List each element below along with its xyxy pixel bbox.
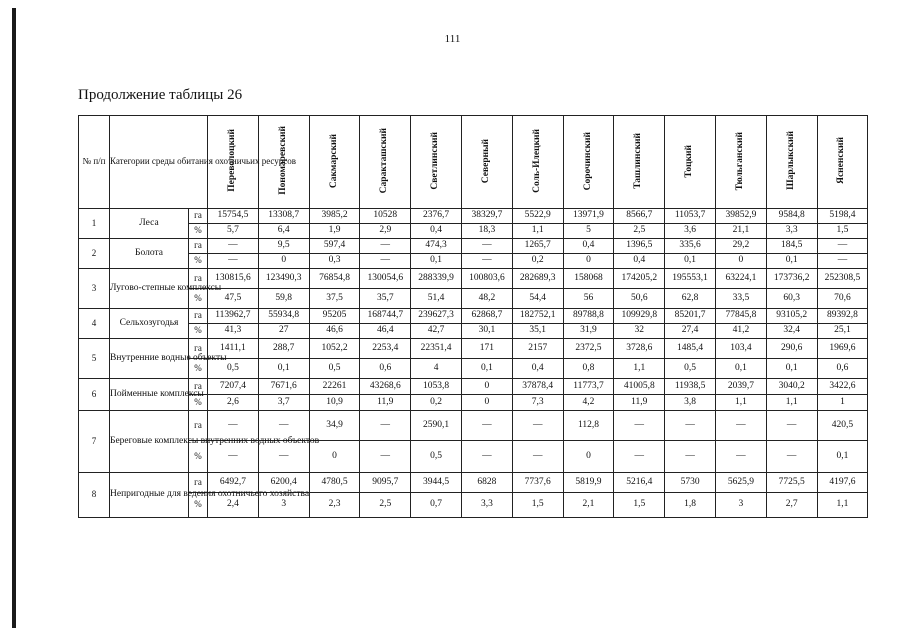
value-cell: 0,4 [614, 254, 665, 269]
value-cell: 37878,4 [512, 379, 563, 395]
value-cell: 184,5 [766, 239, 817, 254]
row-category: Береговые комплексы внутренних водных объектов [110, 411, 189, 473]
value-cell: 5,7 [208, 224, 259, 239]
value-cell: — [817, 254, 868, 269]
value-cell: 59,8 [258, 289, 309, 309]
value-cell: 0 [309, 441, 360, 473]
value-cell: — [360, 239, 411, 254]
table-row [79, 254, 868, 269]
table-row [79, 269, 868, 289]
value-cell: 100803,6 [462, 269, 513, 289]
value-cell: 0,4 [512, 359, 563, 379]
value-cell: 113962,7 [208, 309, 259, 324]
value-cell: — [665, 441, 716, 473]
value-cell: 5216,4 [614, 473, 665, 493]
value-cell: 34,9 [309, 411, 360, 441]
value-cell: 42,7 [411, 324, 462, 339]
value-cell: 10,9 [309, 395, 360, 411]
value-cell: 3985,2 [309, 209, 360, 224]
value-cell: 0,7 [411, 493, 462, 518]
value-cell: 2372,5 [563, 339, 614, 359]
row-number: 4 [79, 309, 110, 339]
row-category: Болота [110, 239, 189, 269]
value-cell: 70,6 [817, 289, 868, 309]
habitat-table [78, 115, 868, 518]
value-cell: 55934,8 [258, 309, 309, 324]
value-cell: 1396,5 [614, 239, 665, 254]
value-cell: 109929,8 [614, 309, 665, 324]
value-cell: 168744,7 [360, 309, 411, 324]
value-cell: 0,2 [512, 254, 563, 269]
row-number: 2 [79, 239, 110, 269]
value-cell: 63224,1 [715, 269, 766, 289]
value-cell: 27 [258, 324, 309, 339]
value-cell: 47,5 [208, 289, 259, 309]
unit-label: га [189, 309, 208, 324]
header-district [309, 116, 360, 209]
value-cell: 5625,9 [715, 473, 766, 493]
value-cell: 0,5 [411, 441, 462, 473]
value-cell: 3,8 [665, 395, 716, 411]
value-cell: 130815,6 [208, 269, 259, 289]
value-cell: 31,9 [563, 324, 614, 339]
district-name: Пономаревский [277, 126, 288, 196]
value-cell: 51,4 [411, 289, 462, 309]
value-cell: — [208, 239, 259, 254]
value-cell: 1 [817, 395, 868, 411]
value-cell: — [715, 441, 766, 473]
value-cell: 11053,7 [665, 209, 716, 224]
value-cell: 7207,4 [208, 379, 259, 395]
district-name: Светлинский [430, 132, 441, 190]
value-cell: 0 [563, 441, 614, 473]
value-cell: — [360, 441, 411, 473]
value-cell: 3,3 [766, 224, 817, 239]
value-cell: — [462, 239, 513, 254]
value-cell: 0,3 [309, 254, 360, 269]
unit-label: га [189, 379, 208, 395]
table-row [79, 309, 868, 324]
header-district [462, 116, 513, 209]
unit-label: га [189, 209, 208, 224]
unit-label: % [189, 359, 208, 379]
value-cell: 15754,5 [208, 209, 259, 224]
value-cell: 22261 [309, 379, 360, 395]
district-name: Шарлыкский [785, 131, 796, 191]
value-cell: 1052,2 [309, 339, 360, 359]
value-cell: — [766, 411, 817, 441]
value-cell: 1,1 [766, 395, 817, 411]
value-cell: 3,3 [462, 493, 513, 518]
district-name: Соль-Илецкий [531, 128, 542, 193]
unit-label: % [189, 254, 208, 269]
value-cell: 1,5 [614, 493, 665, 518]
value-cell: 0,1 [411, 254, 462, 269]
value-cell: 9,5 [258, 239, 309, 254]
unit-label: га [189, 269, 208, 289]
value-cell: 2590,1 [411, 411, 462, 441]
value-cell: 2,5 [360, 493, 411, 518]
value-cell: 1,5 [817, 224, 868, 239]
value-cell: 3422,6 [817, 379, 868, 395]
value-cell: 195553,1 [665, 269, 716, 289]
value-cell: 43268,6 [360, 379, 411, 395]
value-cell: 0,1 [766, 254, 817, 269]
header-district [766, 116, 817, 209]
value-cell: 288,7 [258, 339, 309, 359]
value-cell: 0 [715, 254, 766, 269]
value-cell: 93105,2 [766, 309, 817, 324]
value-cell: 2,6 [208, 395, 259, 411]
value-cell: — [360, 411, 411, 441]
value-cell: 1053,8 [411, 379, 462, 395]
value-cell: 1,5 [512, 493, 563, 518]
value-cell: 1,8 [665, 493, 716, 518]
header-row [79, 116, 868, 209]
unit-label: % [189, 441, 208, 473]
unit-label: га [189, 473, 208, 493]
value-cell: 11773,7 [563, 379, 614, 395]
value-cell: 3,7 [258, 395, 309, 411]
value-cell: 6,4 [258, 224, 309, 239]
unit-label: % [189, 493, 208, 518]
value-cell: 4197,6 [817, 473, 868, 493]
value-cell: 2,4 [208, 493, 259, 518]
value-cell: 2039,7 [715, 379, 766, 395]
value-cell: — [208, 254, 259, 269]
value-cell: 0 [462, 395, 513, 411]
value-cell: 62868,7 [462, 309, 513, 324]
district-name: Переволоцкий [226, 129, 237, 193]
value-cell: — [665, 411, 716, 441]
value-cell: 0,5 [309, 359, 360, 379]
value-cell: 0,6 [360, 359, 411, 379]
value-cell: 2,7 [766, 493, 817, 518]
header-district [665, 116, 716, 209]
value-cell: 0,1 [258, 359, 309, 379]
row-number: 1 [79, 209, 110, 239]
header-district [715, 116, 766, 209]
value-cell: 89788,8 [563, 309, 614, 324]
value-cell: 0,5 [665, 359, 716, 379]
value-cell: 0,6 [817, 359, 868, 379]
value-cell: 0,2 [411, 395, 462, 411]
value-cell: 7,3 [512, 395, 563, 411]
unit-label: га [189, 339, 208, 359]
value-cell: 77845,8 [715, 309, 766, 324]
value-cell: 54,4 [512, 289, 563, 309]
table-row [79, 379, 868, 395]
value-cell: 3944,5 [411, 473, 462, 493]
value-cell: 0 [563, 254, 614, 269]
district-name: Тоцкий [684, 144, 695, 178]
value-cell: 10528 [360, 209, 411, 224]
district-name: Северный [480, 138, 491, 183]
value-cell: 27,4 [665, 324, 716, 339]
value-cell: 38329,7 [462, 209, 513, 224]
value-cell: — [462, 441, 513, 473]
value-cell: 0,1 [462, 359, 513, 379]
value-cell: 9095,7 [360, 473, 411, 493]
value-cell: 0,1 [817, 441, 868, 473]
value-cell: 173736,2 [766, 269, 817, 289]
header-district [512, 116, 563, 209]
value-cell: 112,8 [563, 411, 614, 441]
value-cell: 1,1 [614, 359, 665, 379]
value-cell: 60,3 [766, 289, 817, 309]
table-row [79, 395, 868, 411]
value-cell: — [208, 441, 259, 473]
value-cell: — [208, 411, 259, 441]
value-cell: 56 [563, 289, 614, 309]
value-cell: 35,1 [512, 324, 563, 339]
value-cell: 6200,4 [258, 473, 309, 493]
value-cell: 22351,4 [411, 339, 462, 359]
value-cell: 7737,6 [512, 473, 563, 493]
header-district [411, 116, 462, 209]
unit-label: га [189, 411, 208, 441]
value-cell: — [258, 411, 309, 441]
value-cell: 50,6 [614, 289, 665, 309]
table-row [79, 239, 868, 254]
row-number: 6 [79, 379, 110, 411]
value-cell: 4 [411, 359, 462, 379]
value-cell: 8566,7 [614, 209, 665, 224]
value-cell: 0 [462, 379, 513, 395]
header-district [817, 116, 868, 209]
row-number: 8 [79, 473, 110, 518]
row-category: Непригодные для ведения охотничьего хозяйства [110, 473, 189, 518]
district-name: Ташлинский [633, 132, 644, 189]
value-cell: 1969,6 [817, 339, 868, 359]
value-cell: 597,4 [309, 239, 360, 254]
value-cell: 2,3 [309, 493, 360, 518]
value-cell: 3 [715, 493, 766, 518]
value-cell: 29,2 [715, 239, 766, 254]
value-cell: 3040,2 [766, 379, 817, 395]
value-cell: 5730 [665, 473, 716, 493]
page-margin-rule [12, 8, 16, 628]
value-cell: 3 [258, 493, 309, 518]
table-row [79, 209, 868, 224]
value-cell: 3728,6 [614, 339, 665, 359]
value-cell: 7671,6 [258, 379, 309, 395]
unit-label: % [189, 324, 208, 339]
header-district [360, 116, 411, 209]
table-row [79, 324, 868, 339]
value-cell: 46,4 [360, 324, 411, 339]
value-cell: 41,2 [715, 324, 766, 339]
value-cell: 1265,7 [512, 239, 563, 254]
value-cell: 158068 [563, 269, 614, 289]
value-cell: 11,9 [614, 395, 665, 411]
district-name: Ясненский [836, 137, 847, 185]
value-cell: 11,9 [360, 395, 411, 411]
value-cell: 5 [563, 224, 614, 239]
value-cell: — [715, 411, 766, 441]
value-cell: 30,1 [462, 324, 513, 339]
value-cell: 2,1 [563, 493, 614, 518]
value-cell: — [462, 411, 513, 441]
value-cell: 252308,5 [817, 269, 868, 289]
value-cell: 130054,6 [360, 269, 411, 289]
value-cell: 39852,9 [715, 209, 766, 224]
header-district [614, 116, 665, 209]
value-cell: 13308,7 [258, 209, 309, 224]
value-cell: 1411,1 [208, 339, 259, 359]
value-cell: 103,4 [715, 339, 766, 359]
value-cell: — [512, 441, 563, 473]
row-category: Лугово-степные комплексы [110, 269, 189, 309]
unit-label: % [189, 224, 208, 239]
value-cell: — [512, 411, 563, 441]
value-cell: 33,5 [715, 289, 766, 309]
district-name: Сакмарский [328, 133, 339, 188]
value-cell: 288339,9 [411, 269, 462, 289]
value-cell: 6828 [462, 473, 513, 493]
value-cell: 0,1 [766, 359, 817, 379]
table-row [79, 411, 868, 441]
row-number: 7 [79, 411, 110, 473]
value-cell: 11938,5 [665, 379, 716, 395]
value-cell: 85201,7 [665, 309, 716, 324]
value-cell: 6492,7 [208, 473, 259, 493]
value-cell: 13971,9 [563, 209, 614, 224]
value-cell: 1,1 [715, 395, 766, 411]
value-cell: 4,2 [563, 395, 614, 411]
value-cell: 32,4 [766, 324, 817, 339]
value-cell: — [614, 441, 665, 473]
table-row [79, 224, 868, 239]
value-cell: 1485,4 [665, 339, 716, 359]
value-cell: — [817, 239, 868, 254]
value-cell: 282689,3 [512, 269, 563, 289]
value-cell: 41005,8 [614, 379, 665, 395]
value-cell: 2157 [512, 339, 563, 359]
header-category: Категории среды обитания охотничьих ресурсов [110, 116, 208, 209]
value-cell: 25,1 [817, 324, 868, 339]
district-name: Саракташский [379, 128, 390, 194]
value-cell: 76854,8 [309, 269, 360, 289]
value-cell: 171 [462, 339, 513, 359]
value-cell: 89392,8 [817, 309, 868, 324]
value-cell: 2376,7 [411, 209, 462, 224]
value-cell: 95205 [309, 309, 360, 324]
value-cell: 0,4 [411, 224, 462, 239]
row-category: Леса [110, 209, 189, 239]
value-cell: 5819,9 [563, 473, 614, 493]
district-name: Тюльганский [734, 131, 745, 190]
unit-label: га [189, 239, 208, 254]
table-caption: Продолжение таблицы 26 [78, 87, 243, 103]
value-cell: 174205,2 [614, 269, 665, 289]
unit-label: % [189, 395, 208, 411]
value-cell: 474,3 [411, 239, 462, 254]
value-cell: 2,9 [360, 224, 411, 239]
value-cell: 5522,9 [512, 209, 563, 224]
value-cell: — [360, 254, 411, 269]
value-cell: — [258, 441, 309, 473]
value-cell: 0,4 [563, 239, 614, 254]
value-cell: 9584,8 [766, 209, 817, 224]
value-cell: 1,1 [512, 224, 563, 239]
value-cell: 32 [614, 324, 665, 339]
value-cell: 41,3 [208, 324, 259, 339]
value-cell: 1,1 [817, 493, 868, 518]
value-cell: — [614, 411, 665, 441]
value-cell: 46,6 [309, 324, 360, 339]
table-row [79, 473, 868, 493]
value-cell: 48,2 [462, 289, 513, 309]
value-cell: 3,6 [665, 224, 716, 239]
row-category: Внутренние водные объекты [110, 339, 189, 379]
row-number: 5 [79, 339, 110, 379]
value-cell: 0,1 [715, 359, 766, 379]
value-cell: 35,7 [360, 289, 411, 309]
value-cell: 0 [258, 254, 309, 269]
value-cell: 62,8 [665, 289, 716, 309]
value-cell: 290,6 [766, 339, 817, 359]
value-cell: — [462, 254, 513, 269]
row-category: Сельхозугодья [110, 309, 189, 339]
value-cell: — [766, 441, 817, 473]
value-cell: 2,5 [614, 224, 665, 239]
page-number: 111 [444, 33, 461, 45]
value-cell: 123490,3 [258, 269, 309, 289]
value-cell: 18,3 [462, 224, 513, 239]
header-num: № п/п [79, 116, 110, 209]
table-row [79, 339, 868, 359]
value-cell: 182752,1 [512, 309, 563, 324]
value-cell: 0,8 [563, 359, 614, 379]
value-cell: 21,1 [715, 224, 766, 239]
value-cell: 5198,4 [817, 209, 868, 224]
value-cell: 0,5 [208, 359, 259, 379]
header-district [563, 116, 614, 209]
row-number: 3 [79, 269, 110, 309]
value-cell: 335,6 [665, 239, 716, 254]
district-name: Сорочинский [582, 131, 593, 190]
value-cell: 4780,5 [309, 473, 360, 493]
value-cell: 420,5 [817, 411, 868, 441]
value-cell: 7725,5 [766, 473, 817, 493]
value-cell: 0,1 [665, 254, 716, 269]
unit-label: % [189, 289, 208, 309]
value-cell: 2253,4 [360, 339, 411, 359]
value-cell: 37,5 [309, 289, 360, 309]
value-cell: 1,9 [309, 224, 360, 239]
value-cell: 239627,3 [411, 309, 462, 324]
row-category: Пойменные комплексы [110, 379, 189, 411]
